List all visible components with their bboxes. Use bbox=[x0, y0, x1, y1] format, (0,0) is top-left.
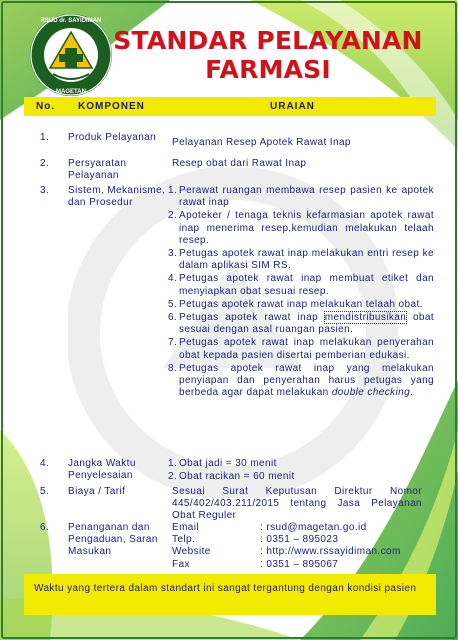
svg-text:RSUD dr. SAYIDIMAN: RSUD dr. SAYIDIMAN bbox=[40, 18, 102, 24]
contact-phone: Telp. : 0351 – 895023 bbox=[172, 534, 339, 546]
duration-list bbox=[168, 458, 434, 484]
list-item: 1. Obat jadi = 30 menit bbox=[168, 458, 277, 469]
header-komponen: KOMPONEN bbox=[78, 101, 145, 112]
row-number: 4. bbox=[40, 458, 50, 469]
row-komponen: Penanganan dan Pengaduan, Saran Masukan bbox=[68, 522, 158, 558]
procedure-list bbox=[168, 185, 434, 400]
row-number: 1. bbox=[40, 132, 50, 143]
row-uraian: Resep obat dari Rawat Inap bbox=[172, 158, 307, 169]
contact-website: Website : http://www.rssayidiman.com bbox=[172, 546, 401, 558]
header-no: No. bbox=[36, 101, 56, 112]
row-komponen: Persyaratan Pelayanan bbox=[68, 158, 127, 182]
list-item: 7. Petugas apotek rawat inap melakukan penyerahan obat kepada pasien disertai pemberian edukasi. bbox=[168, 337, 434, 361]
row-uraian: Sesuai Surat Keputusan Direktur Nomor 445/402/403.211/2015 tentang Jasa Pelayanan Obat Reguler bbox=[172, 486, 422, 522]
list-item: 1. Perawat ruangan membawa resep pasien ke apotek rawat inap bbox=[168, 185, 434, 209]
title-line-2: FARMASI bbox=[205, 55, 331, 84]
row-number: 3. bbox=[40, 185, 50, 196]
poster-title bbox=[110, 26, 426, 84]
rsud-logo bbox=[28, 12, 114, 98]
row-number: 6. bbox=[40, 522, 50, 533]
highlighted-word: mendistribusikan bbox=[324, 312, 407, 324]
list-item: 8. Petugas apotek rawat inap yang melakukan penyiapan dan penyerahan harus petugas yang berbeda agar dapat melakukan double checking. bbox=[168, 362, 434, 399]
svg-text:MAGETAN: MAGETAN bbox=[56, 89, 86, 95]
row-komponen: Produk Pelayanan bbox=[68, 132, 157, 143]
contact-list bbox=[172, 522, 430, 571]
list-item: 3. Petugas apotek rawat inap melakukan entri resep ke dalam aplikasi SIM RS. bbox=[168, 248, 434, 272]
footer-note-box bbox=[24, 574, 436, 615]
list-item: 2. Obat racikan = 60 menit bbox=[168, 471, 295, 483]
header-uraian: URAIAN bbox=[270, 101, 315, 112]
list-item: 4. Petugas apotek rawat inap membuat etiket dan menyiapkan obat sesuai resep. bbox=[168, 273, 434, 297]
footer-note: Waktu yang tertera dalam standart ini sangat tergantung dengan kondisi pasien bbox=[34, 583, 417, 594]
list-item: 5. Petugas apotek rawat inap melakukan telaah obat. bbox=[168, 298, 423, 310]
row-number: 5. bbox=[40, 486, 50, 497]
row-number: 2. bbox=[40, 158, 50, 169]
table-header bbox=[24, 97, 436, 116]
contact-email: Email : rsud@magetan.go.id bbox=[172, 522, 367, 533]
title-line-1: STANDAR PELAYANAN bbox=[113, 26, 423, 55]
row-komponen: Jangka Waktu Penyelesaian bbox=[68, 458, 136, 482]
contact-fax: Fax : 0351 – 895067 bbox=[172, 558, 339, 570]
list-item: 6. Petugas apotek rawat inap mendistribusikan obat sesuai dengan asal ruangan pasien. bbox=[168, 312, 435, 336]
row-uraian: Pelayanan Resep Apotek Rawat Inap bbox=[172, 137, 351, 148]
row-komponen: Sistem, Mekanisme, dan Prosedur bbox=[68, 185, 166, 209]
row-komponen: Biaya / Tarif bbox=[68, 486, 126, 497]
list-item: 2. Apoteker / tenaga teknis kefarmasian apotek rawat inap menerima resep,kemudian melakukan telaah resep. bbox=[168, 210, 434, 246]
